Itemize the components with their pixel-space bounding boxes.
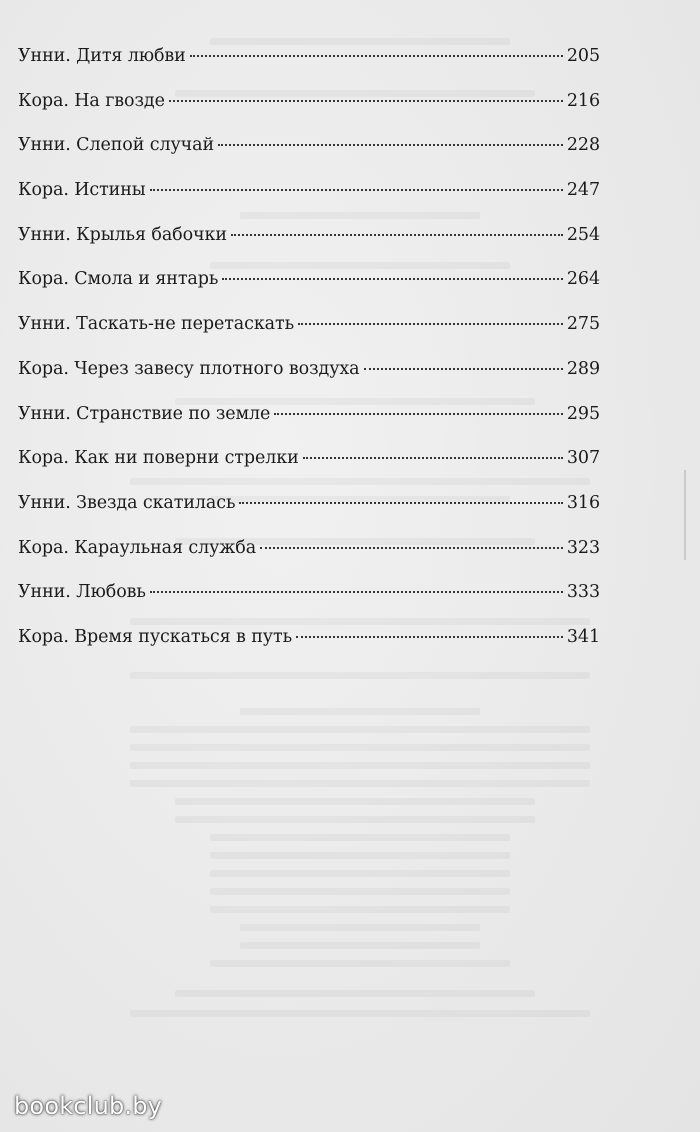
toc-entry — [18, 225, 600, 270]
dot-leader — [169, 100, 563, 102]
bleed-through-line — [130, 744, 590, 751]
dot-leader — [150, 591, 563, 593]
toc-entry — [18, 359, 600, 404]
toc-entry — [18, 314, 600, 359]
toc-entry-title: Унни. Таскать-не перетаскать — [18, 314, 295, 335]
bleed-through-line — [210, 870, 510, 877]
page-edge-shadow — [684, 470, 686, 560]
toc-entry — [18, 91, 600, 136]
bleed-through-line — [210, 888, 510, 895]
bleed-through-line — [130, 726, 590, 733]
toc-entry-title: Кора. Смола и янтарь — [18, 269, 219, 290]
toc-entry-title: Кора. На гвозде — [18, 90, 165, 111]
bleed-through-line — [240, 924, 480, 931]
toc-entry-page: 341 — [566, 626, 600, 647]
toc-entry — [18, 269, 600, 314]
toc-entry-page: 216 — [566, 90, 600, 111]
bleed-through-line — [210, 960, 510, 967]
toc-entry — [18, 627, 600, 672]
toc-entry-title: Кора. Через завесу плотного воздуха — [18, 358, 360, 379]
dot-leader — [303, 457, 563, 459]
bleed-through-line — [210, 852, 510, 859]
toc-entry-title: Кора. Как ни поверни стрелки — [18, 448, 299, 469]
toc-entry — [18, 404, 600, 449]
toc-entry-title: Унни. Крылья бабочки — [18, 224, 227, 245]
bleed-through-line — [175, 798, 535, 805]
toc-entry-page: 247 — [566, 180, 600, 201]
bleed-through-line — [210, 906, 510, 913]
toc-entry-title: Кора. Караульная служба — [18, 537, 257, 558]
toc-entry-title: Унни. Слепой случай — [18, 135, 215, 156]
dot-leader — [260, 547, 563, 549]
dot-leader — [239, 502, 563, 504]
toc-entry-title: Унни. Любовь — [18, 582, 146, 603]
bleed-through-line — [210, 834, 510, 841]
dot-leader — [218, 144, 563, 146]
toc-entry-title: Унни. Странствие по земле — [18, 403, 271, 424]
toc-entry — [18, 582, 600, 627]
site-watermark: bookclub.by — [14, 1092, 163, 1120]
dot-leader — [364, 368, 563, 370]
dot-leader — [296, 636, 563, 638]
bleed-through-line — [175, 816, 535, 823]
toc-entry-title: Кора. Время пускаться в путь — [18, 626, 293, 647]
toc-entry — [18, 538, 600, 583]
dot-leader — [274, 413, 563, 415]
bleed-through-line — [130, 672, 590, 679]
dot-leader — [231, 234, 563, 236]
toc-entry — [18, 493, 600, 538]
toc-entry-page: 289 — [566, 358, 600, 379]
bleed-through-line — [130, 780, 590, 787]
toc-entry-title: Кора. Истины — [18, 180, 146, 201]
toc-entry — [18, 46, 600, 91]
toc-entry-page: 254 — [566, 224, 600, 245]
bleed-through-line — [175, 990, 535, 997]
toc-entry-page: 307 — [566, 448, 600, 469]
dot-leader — [298, 323, 563, 325]
dot-leader — [150, 189, 563, 191]
bleed-through-line — [130, 1010, 590, 1017]
toc-entry-page: 316 — [566, 492, 600, 513]
toc-entry-page: 275 — [566, 314, 600, 335]
dot-leader — [222, 278, 563, 280]
toc-entry — [18, 180, 600, 225]
toc-entry — [18, 448, 600, 493]
bleed-through-line — [240, 942, 480, 949]
toc-entry-page: 323 — [566, 537, 600, 558]
toc-entry-page: 295 — [566, 403, 600, 424]
bleed-through-line — [240, 708, 480, 715]
toc-entry-page: 228 — [566, 135, 600, 156]
bleed-through-line — [130, 762, 590, 769]
toc-entry-page: 333 — [566, 582, 600, 603]
toc-entry-page: 264 — [566, 269, 600, 290]
toc-entry-page: 205 — [566, 46, 600, 66]
toc-entry-title: Унни. Дитя любви — [18, 46, 186, 66]
bleed-through-line — [210, 38, 510, 45]
toc-entry — [18, 135, 600, 180]
table-of-contents — [18, 46, 600, 672]
toc-entry-title: Унни. Звезда скатилась — [18, 492, 236, 513]
dot-leader — [190, 55, 563, 57]
